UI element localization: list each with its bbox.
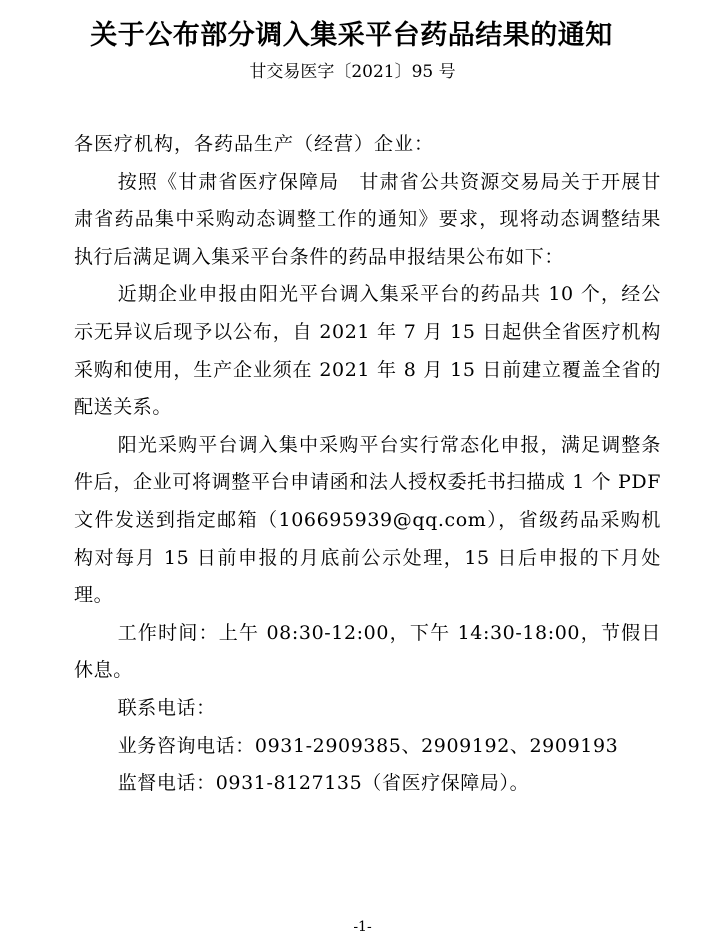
document-title: 关于公布部分调入集采平台药品结果的通知 [90,20,613,51]
document-body [74,126,661,803]
paragraph-contact-heading: 联系电话： [117,696,216,719]
paragraph-business-phone: 业务咨询电话：0931-2909385、2909192、2909193 [117,734,619,757]
paragraph-basis: 按照《甘肃省医疗保障局 甘肃省公共资源交易局关于开展甘肃省药品集中采购动态调整工作的通知》要求，现将动态调整结果执行后满足调入集采平台条件的药品申报结果公布如下： [74,170,661,268]
paragraph-working-hours: 工作时间：上午 08:30-12:00，下午 14:30-18:00，节假日休息。 [74,621,661,682]
page-number: -1- [353,919,372,935]
salutation: 各医疗机构，各药品生产（经营）企业： [74,133,435,155]
paragraph-procedure: 阳光采购平台调入集中采购平台实行常态化申报，满足调整条件后，企业可将调整平台申请函和法人授权委托书扫描成 1 个 PDF 文件发送到指定邮箱（106695939@qq.com），省级药品采购机构对每月 15 日前申报的月底前公示处理，15 日后申报的下月处理。 [74,433,661,607]
paragraph-results: 近期企业申报由阳光平台调入集采平台的药品共 10 个，经公示无异议后现予以公布，自 2021 年 7 月 15 日起供全省医疗机构采购和使用，生产企业须在 2021 年 8 月 15 日前建立覆盖全省的配送关系。 [74,283,661,419]
paragraph-supervision-phone: 监督电话：0931-8127135（省医疗保障局）。 [117,772,530,795]
document-number: 甘交易医字〔2021〕95 号 [249,62,456,82]
